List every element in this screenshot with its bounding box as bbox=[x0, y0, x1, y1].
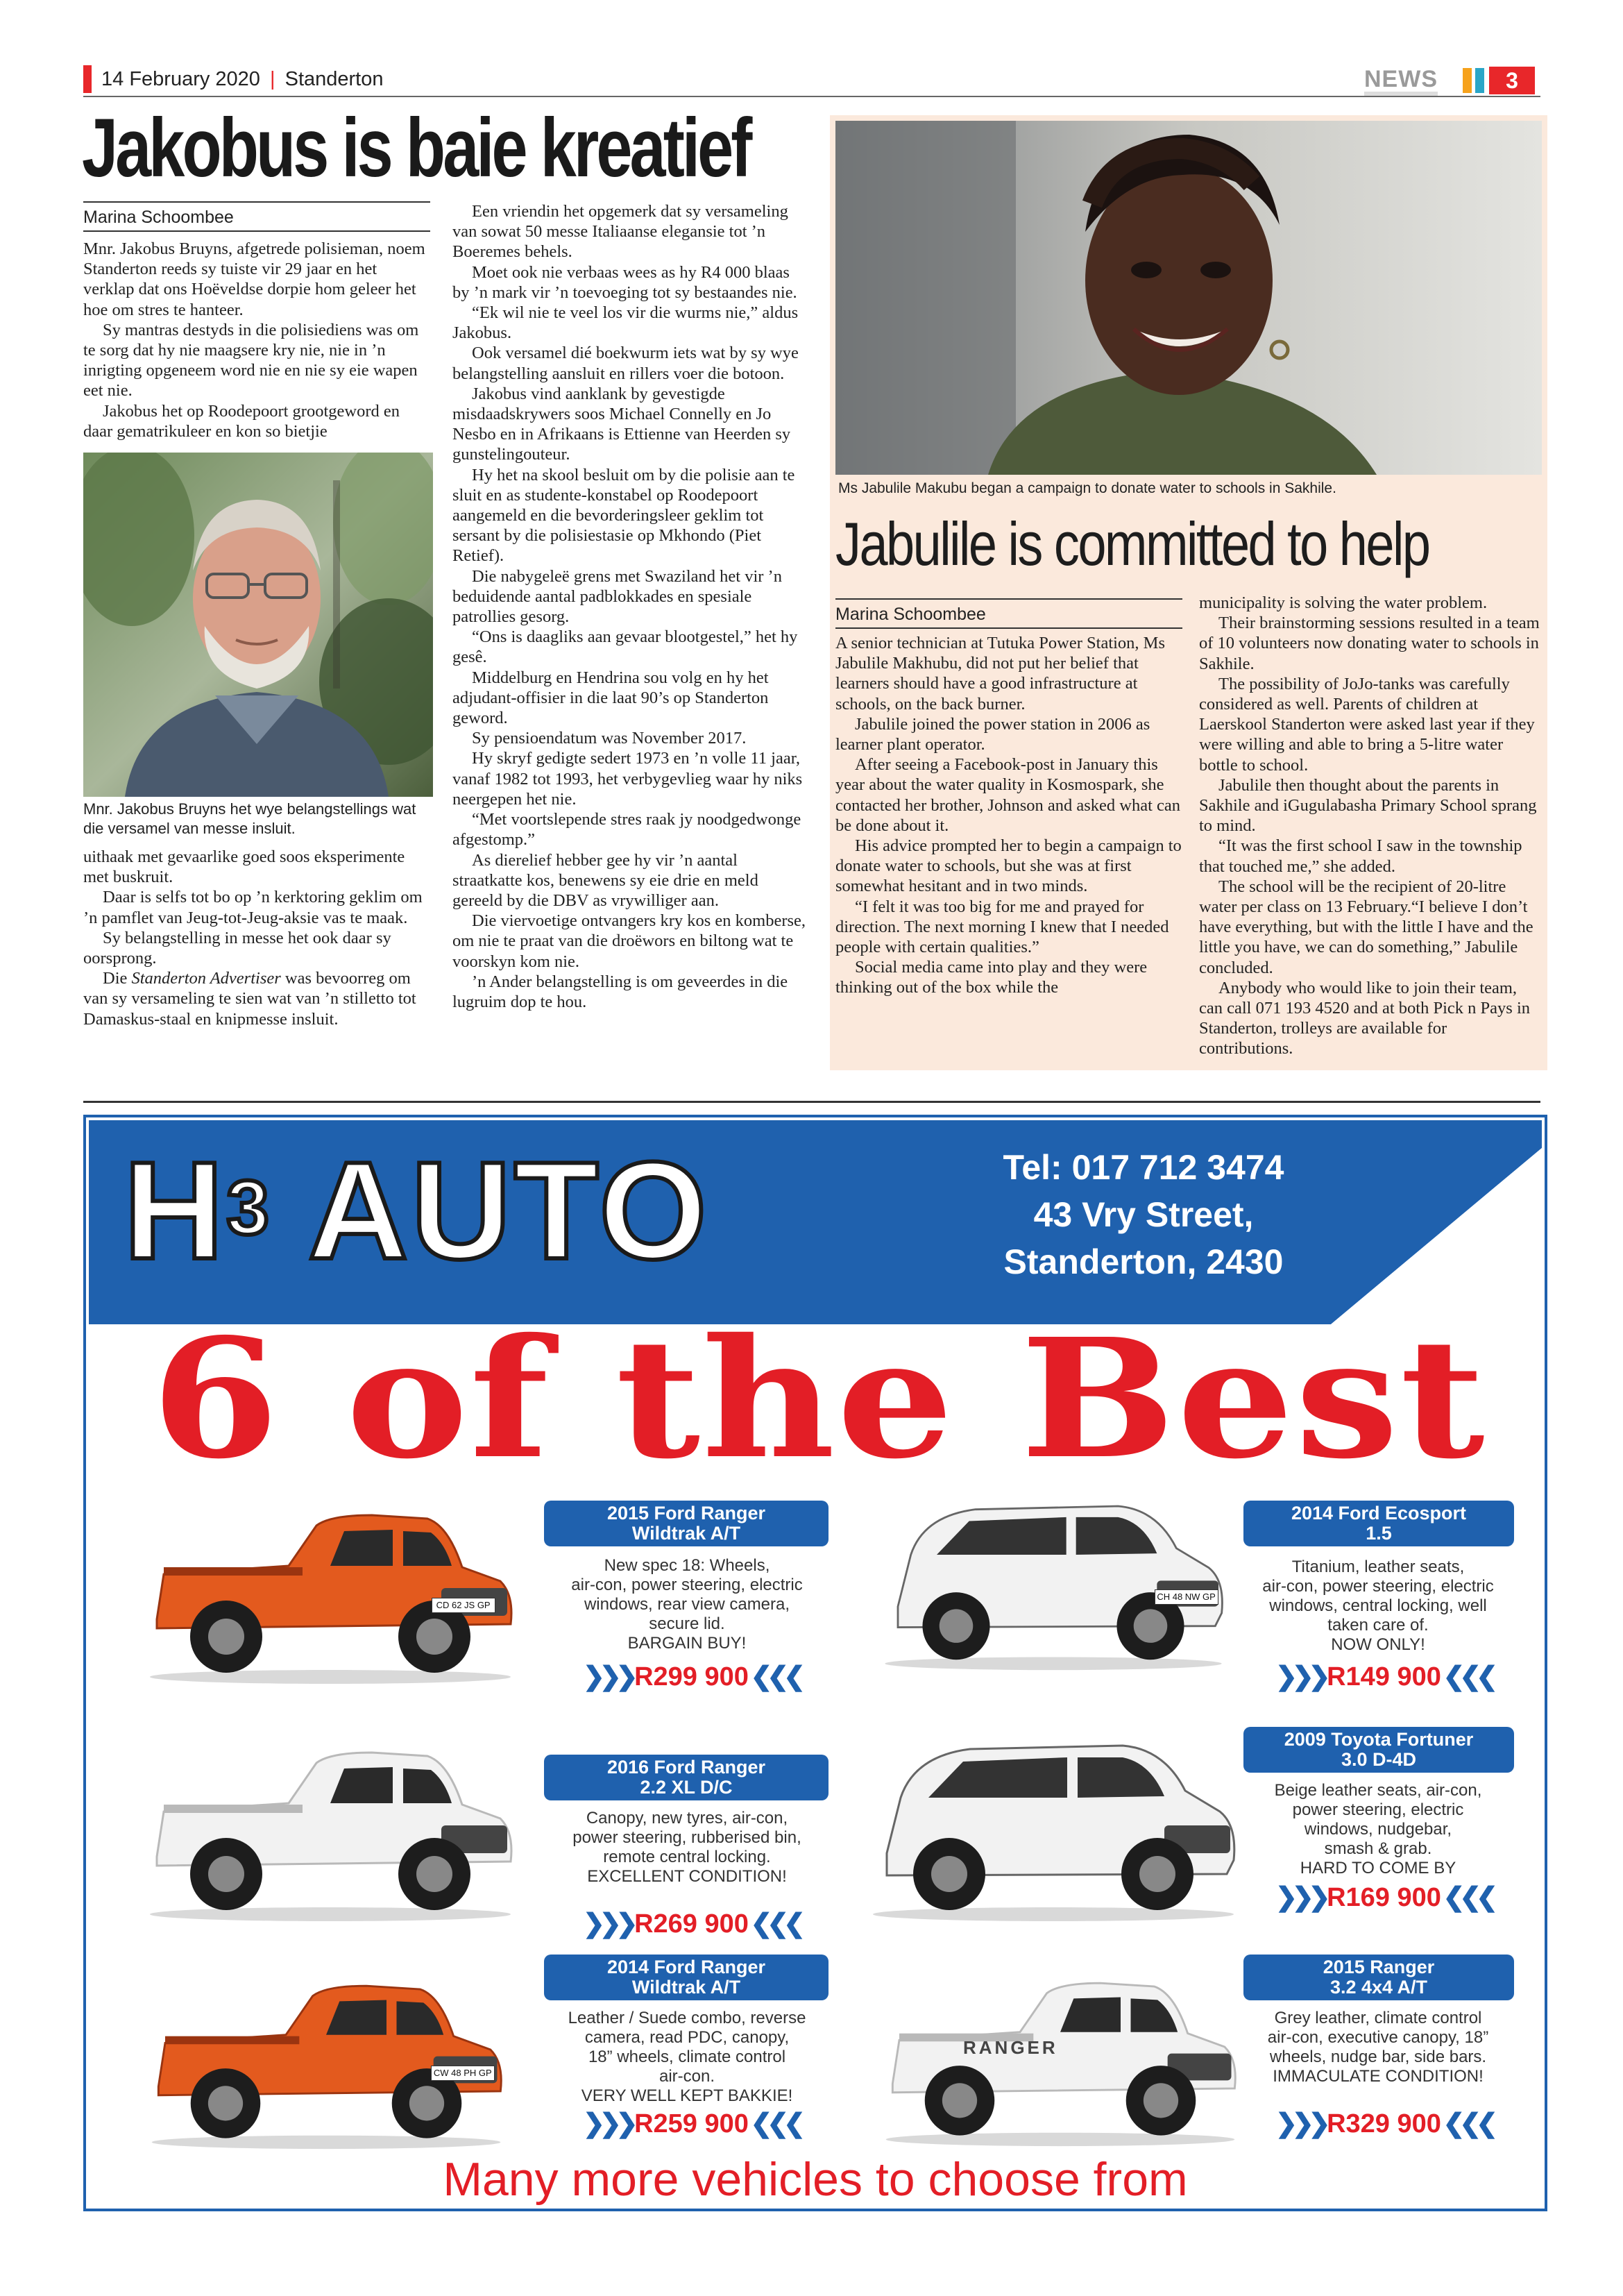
brand-superscript: 3 bbox=[226, 1165, 272, 1251]
paragraph: Jakobus vind aanklank by gevestigde misdaadskrywers soos Michael Connelly en Jo Nesbo en in Afrikaans is Ettienne van Heerden sy gunstelingouteur. bbox=[452, 384, 791, 464]
vehicle-title-badge bbox=[1243, 1727, 1514, 1773]
paragraph: Die nabygeleë grens met Swaziland het vir ’n beduidende aantal padblokkades en spesiale patrollies gesorg. bbox=[452, 566, 782, 627]
paragraph: Sy mantras destyds in die polisiediens was om te sorg dat hy nie maagsere kry nie, nie in ’n inrigting opgeneem word nie en nie sy eie wapen eet nie. bbox=[83, 320, 419, 400]
paragraph: Hy het na skool besluit om by die polisie aan te sluit en as studente-konstabel op Roodepoort aangemeld en die bevorderingsleer geklim tot sersant by die polisiestasie op Mkhondo (Piet Retief). bbox=[452, 465, 795, 566]
description-line: 18” wheels, climate control bbox=[588, 2048, 786, 2066]
vehicle-price-row bbox=[583, 2109, 800, 2139]
description-line: air-con, power steering, electric bbox=[571, 1576, 803, 1594]
paragraph: “Ons is daagliks aan gevaar blootgestel,” het hy gesê. bbox=[452, 627, 798, 667]
chevron-right-icon: ❯❯❯ bbox=[583, 1909, 635, 1939]
description-line: Titanium, leather seats, bbox=[1291, 1558, 1465, 1576]
vehicle-title-badge bbox=[1243, 1501, 1514, 1546]
vehicle-title-badge bbox=[544, 1955, 829, 2000]
paragraph: uithaak met gevaarlike goed soos eksperimente met buskruit. bbox=[83, 847, 405, 887]
vehicle-photo-6 bbox=[859, 1946, 1261, 2147]
article2-col1-text bbox=[835, 633, 1182, 998]
brand-word: AUTO bbox=[271, 1133, 710, 1288]
vehicle-title: 2014 Ford Ranger bbox=[606, 1957, 766, 1977]
vehicle-model: 3.0 D-4D bbox=[1341, 1749, 1417, 1770]
description-line: HARD TO COME BY bbox=[1300, 1859, 1456, 1877]
description-line: power steering, electric bbox=[1292, 1800, 1464, 1819]
description-line: windows, rear view camera, bbox=[584, 1595, 790, 1614]
vehicle-description bbox=[534, 2009, 840, 2106]
paragraph: Die viervoetige ontvangers kry kos en komberse, om nie te praat van die droëwors en biltong wat te voorskyn kom nie. bbox=[452, 911, 806, 971]
page-number: 3 bbox=[1489, 67, 1535, 94]
paragraph: Sy pensioendatum was November 2017. bbox=[472, 729, 747, 748]
description-line: air-con, executive canopy, 18” bbox=[1267, 2028, 1489, 2047]
vehicle-photo-5 bbox=[125, 1949, 527, 2150]
paragraph: ’n Ander belangstelling is om geveerdes in die lugruim dop te hou. bbox=[452, 972, 788, 1011]
paragraph: Mnr. Jakobus Bruyns, afgetrede polisieman, noem Standerton reeds sy tuiste vir 29 jaar en het verklap dat ons Hoëveldse dorpie hom geleer het hoe om stres te hanteer. bbox=[83, 239, 425, 319]
chevron-right-icon: ❯❯❯ bbox=[1275, 2109, 1327, 2138]
paragraph: Moet ook nie verbaas wees as hy R4 000 blaas by ’n mark vir ’n toevoeging tot sy bestaandes nie. bbox=[452, 262, 797, 302]
chevron-left-icon: ❮❮❮ bbox=[1441, 2109, 1493, 2138]
chevron-left-icon: ❮❮❮ bbox=[748, 1909, 800, 1939]
paragraph: Ook versamel dié boekwurm iets wat by sy wye belangstelling aansluit en rillers voer die botoon. bbox=[452, 344, 799, 383]
vehicle-title: 2015 Ford Ranger bbox=[606, 1503, 766, 1523]
number-plate: CD 62 JS GP bbox=[432, 1598, 495, 1613]
article2-column-2 bbox=[1199, 593, 1542, 1059]
paragraph: “Ek wil nie te veel los vir die wurms nie,” aldus Jakobus. bbox=[452, 303, 799, 343]
advert-address-line1: 43 Vry Street, bbox=[1033, 1195, 1254, 1234]
vehicle-price: R329 900 bbox=[1327, 2109, 1441, 2138]
description-line: smash & grab. bbox=[1324, 1839, 1432, 1858]
description-line: New spec 18: Wheels, bbox=[604, 1556, 770, 1575]
advert-address-line2: Standerton, 2430 bbox=[1003, 1242, 1284, 1281]
chevron-left-icon: ❮❮❮ bbox=[748, 2109, 800, 2138]
article1-photo-jakobus bbox=[83, 453, 433, 797]
advert-headline: 6 of the Best bbox=[151, 1302, 1487, 1495]
paragraph: Jakobus het op Roodepoort grootgeword en daar gematrikuleer en kon so bietjie bbox=[83, 401, 400, 441]
vehicle-model: 1.5 bbox=[1366, 1523, 1392, 1544]
paragraph: Social media came into play and they were thinking out of the box while the bbox=[835, 958, 1148, 997]
dateline-separator: | bbox=[270, 68, 275, 90]
vehicle-title: 2015 Ranger bbox=[1323, 1957, 1435, 1977]
section-label: NEWS bbox=[1364, 67, 1438, 96]
description-line: taken care of. bbox=[1327, 1616, 1429, 1635]
article1-col1-top-text bbox=[83, 239, 430, 441]
article1-headline: Jakobus is baie kreatief bbox=[82, 101, 750, 194]
chevron-right-icon: ❯❯❯ bbox=[1275, 1883, 1327, 1912]
advert-telephone: Tel: 017 712 3474 bbox=[1003, 1148, 1284, 1187]
article2-headline: Jabulile is committed to help bbox=[835, 509, 1429, 578]
description-line: air-con, power steering, electric bbox=[1262, 1577, 1494, 1596]
section-separator-rule bbox=[83, 1101, 1540, 1103]
section-color-block-orange bbox=[1463, 68, 1472, 93]
number-plate: CH 48 NW GP bbox=[1155, 1589, 1218, 1605]
vehicle-model: 2.2 XL D/C bbox=[640, 1777, 733, 1798]
header-rule bbox=[83, 96, 1540, 97]
article2-column-1 bbox=[835, 598, 1182, 998]
article2-photo-jabulile bbox=[835, 121, 1542, 475]
vehicle-price-row bbox=[1275, 1662, 1493, 1692]
description-line: windows, central locking, well bbox=[1269, 1596, 1487, 1615]
description-line: Grey leather, climate control bbox=[1274, 2009, 1482, 2027]
article1-col1-bottom-text bbox=[83, 847, 430, 1029]
paragraph: The school will be the recipient of 20-litre water per class on 13 February.“I believe I don’t have everything, but with the little I have and the little you have, we can do something,” Jabulile concluded. bbox=[1199, 877, 1533, 977]
article1-column-2 bbox=[452, 201, 806, 1012]
description-line: VERY WELL KEPT BAKKIE! bbox=[581, 2086, 793, 2105]
vehicle-description bbox=[1232, 1558, 1524, 1655]
description-line: air-con. bbox=[658, 2067, 715, 2086]
description-line: remote central locking. bbox=[603, 1848, 771, 1866]
vehicle-price: R299 900 bbox=[634, 1662, 749, 1691]
article1-column-1 bbox=[83, 201, 430, 441]
paragraph: “It was the first school I saw in the township that touched me,” she added. bbox=[1199, 836, 1522, 876]
h3-auto-logo bbox=[124, 1133, 710, 1288]
vehicle-price: R269 900 bbox=[634, 1909, 749, 1939]
vehicle-price-row bbox=[1275, 2109, 1493, 2139]
paragraph: Die Standerton Advertiser was bevoorreg om van sy versameling te sien wat van ’n stilletto tot Damaskus-staal en knipmesse insluit. bbox=[83, 969, 416, 1029]
paragraph: Hy skryf gedigte sedert 1973 en ’n volle 11 jaar, vanaf 1982 tot 1993, het verbygevlieg waar hy niks neergepen het nie. bbox=[452, 749, 803, 809]
vehicle-price-row bbox=[583, 1662, 800, 1692]
paragraph: Daar is selfs tot bo op ’n kerktoring geklim om ’n pamflet van Jeug-tot-Jeug-aksie vas te maak. bbox=[83, 888, 423, 927]
paragraph: The possibility of JoJo-tanks was carefully considered as well. Parents of children at Laerskool Standerton were asked last year if they were willing and able to bring a 5-litre water bottle to school. bbox=[1199, 674, 1535, 775]
vehicle-description bbox=[1232, 1781, 1524, 1878]
vehicle-title-badge bbox=[544, 1501, 829, 1546]
description-line: camera, read PDC, canopy, bbox=[584, 2028, 790, 2047]
vehicle-description bbox=[534, 1809, 840, 1886]
description-line: windows, nudgebar, bbox=[1304, 1820, 1452, 1839]
vehicle-title-badge bbox=[1243, 1955, 1514, 2000]
vehicle-model: 3.2 4x4 A/T bbox=[1329, 1977, 1428, 1998]
issue-date: 14 February 2020 bbox=[101, 68, 260, 90]
description-line: Canopy, new tyres, air-con, bbox=[586, 1809, 788, 1827]
paragraph: Anybody who would like to join their team, can call 071 193 4520 and at both Pick n Pays in Standerton, trolleys are available for contributions. bbox=[1199, 978, 1530, 1058]
description-line: NOW ONLY! bbox=[1331, 1635, 1425, 1654]
vehicle-title: 2009 Toyota Fortuner bbox=[1284, 1729, 1474, 1750]
article1-photo-caption: Mnr. Jakobus Bruyns het wye belangstellings wat die versamel van messe insluit. bbox=[83, 800, 416, 837]
brand-letter: H bbox=[124, 1133, 227, 1288]
town-name: Standerton bbox=[284, 68, 384, 90]
article2-photo-caption: Ms Jabulile Makubu began a campaign to donate water to schools in Sakhile. bbox=[838, 480, 1336, 496]
vehicle-price: R149 900 bbox=[1327, 1662, 1441, 1691]
article2-byline: Marina Schoombee bbox=[835, 598, 1182, 629]
advert-footer-slogan: Many more vehicles to choose from bbox=[443, 2153, 1188, 2206]
vehicle-title: 2014 Ford Ecosport bbox=[1291, 1503, 1467, 1523]
paragraph: Middelburg en Hendrina sou volg en hy het adjudant-offisier in die laat 90’s op Standerton geword. bbox=[452, 668, 769, 728]
vehicle-price-row bbox=[583, 1909, 800, 1939]
paragraph: As dierelief hebber gee hy vir ’n aantal straatkatte kos, benewens sy eie drie en meld gereeld by die DBV as vrywilliger aan. bbox=[452, 850, 758, 910]
description-line: EXCELLENT CONDITION! bbox=[587, 1867, 787, 1886]
chevron-right-icon: ❯❯❯ bbox=[1275, 1662, 1327, 1691]
number-plate: CW 48 PH GP bbox=[431, 2066, 495, 2081]
advert-contact bbox=[963, 1144, 1324, 1285]
vehicle-title: 2016 Ford Ranger bbox=[606, 1757, 766, 1778]
vehicle-photo-3 bbox=[136, 1714, 525, 1923]
chevron-left-icon: ❮❮❮ bbox=[1441, 1662, 1493, 1691]
chevron-left-icon: ❮❮❮ bbox=[748, 1662, 800, 1691]
vehicle-description bbox=[1232, 2009, 1524, 2086]
paragraph: “Met voortslepende stres raak jy noodgedwonge afgestomp.” bbox=[452, 810, 801, 850]
paragraph: A senior technician at Tutuka Power Station, Ms Jabulile Makhubu, did not put her belief that learners should have a good infrastructure at schools, on the back burner. bbox=[835, 634, 1165, 714]
paragraph: “I felt it was too big for me and prayed for direction. The next morning I knew that I needed people with certain qualities.” bbox=[835, 897, 1169, 957]
paragraph: municipality is solving the water problem. bbox=[1199, 593, 1488, 612]
description-line: power steering, rubberised bin, bbox=[572, 1828, 801, 1847]
article1-byline: Marina Schoombee bbox=[83, 201, 430, 232]
paragraph: Jabulile joined the power station in 2006 as learner plant operator. bbox=[835, 714, 1150, 754]
vehicle-price-row bbox=[1275, 1882, 1493, 1913]
chevron-right-icon: ❯❯❯ bbox=[583, 2109, 635, 2138]
paragraph: After seeing a Facebook-post in January this year about the water quality in Kosmospark, she contacted her brother, Johnson and asked what can be done about it. bbox=[835, 755, 1181, 835]
vehicle-photo-4 bbox=[859, 1714, 1248, 1923]
vehicle-description bbox=[534, 1556, 840, 1653]
vehicle-model: Wildtrak A/T bbox=[631, 1523, 741, 1544]
chevron-right-icon: ❯❯❯ bbox=[583, 1662, 635, 1691]
vehicle-side-decal: RANGER bbox=[963, 2036, 1058, 2058]
paragraph: Sy belangstelling in messe het ook daar sy oorsprong. bbox=[83, 928, 391, 968]
description-line: IMMACULATE CONDITION! bbox=[1273, 2067, 1484, 2086]
description-line: secure lid. bbox=[649, 1614, 725, 1633]
vehicle-price: R259 900 bbox=[634, 2109, 749, 2138]
section-color-block-teal bbox=[1475, 68, 1484, 93]
vehicle-photo-1 bbox=[136, 1477, 525, 1685]
paragraph: Jabulile then thought about the parents in Sakhile and iGugulabasha Primary School sprang to mind. bbox=[1199, 775, 1537, 836]
vehicle-model: Wildtrak A/T bbox=[631, 1977, 741, 1998]
page-dateline bbox=[101, 65, 384, 93]
chevron-left-icon: ❮❮❮ bbox=[1441, 1883, 1493, 1912]
description-line: BARGAIN BUY! bbox=[627, 1634, 747, 1653]
header-accent-bar bbox=[83, 65, 92, 93]
vehicle-price: R169 900 bbox=[1327, 1883, 1441, 1912]
paragraph: His advice prompted her to begin a campaign to donate water to schools, but she was at first somewhat hesitant and in two minds. bbox=[835, 836, 1182, 896]
description-line: Leather / Suede combo, reverse bbox=[568, 2009, 806, 2027]
description-line: Beige leather seats, air-con, bbox=[1274, 1781, 1482, 1800]
vehicle-photo-2 bbox=[859, 1477, 1248, 1671]
vehicle-title-badge bbox=[544, 1755, 829, 1800]
description-line: wheels, nudge bar, side bars. bbox=[1269, 2048, 1487, 2066]
paragraph: Een vriendin het opgemerk dat sy versameling van sowat 50 messe Italiaanse elegansie tot ’n Boeremes behels. bbox=[452, 202, 788, 262]
paragraph: Their brainstorming sessions resulted in a team of 10 volunteers now donating water to schools in Sakhile. bbox=[1199, 614, 1540, 673]
